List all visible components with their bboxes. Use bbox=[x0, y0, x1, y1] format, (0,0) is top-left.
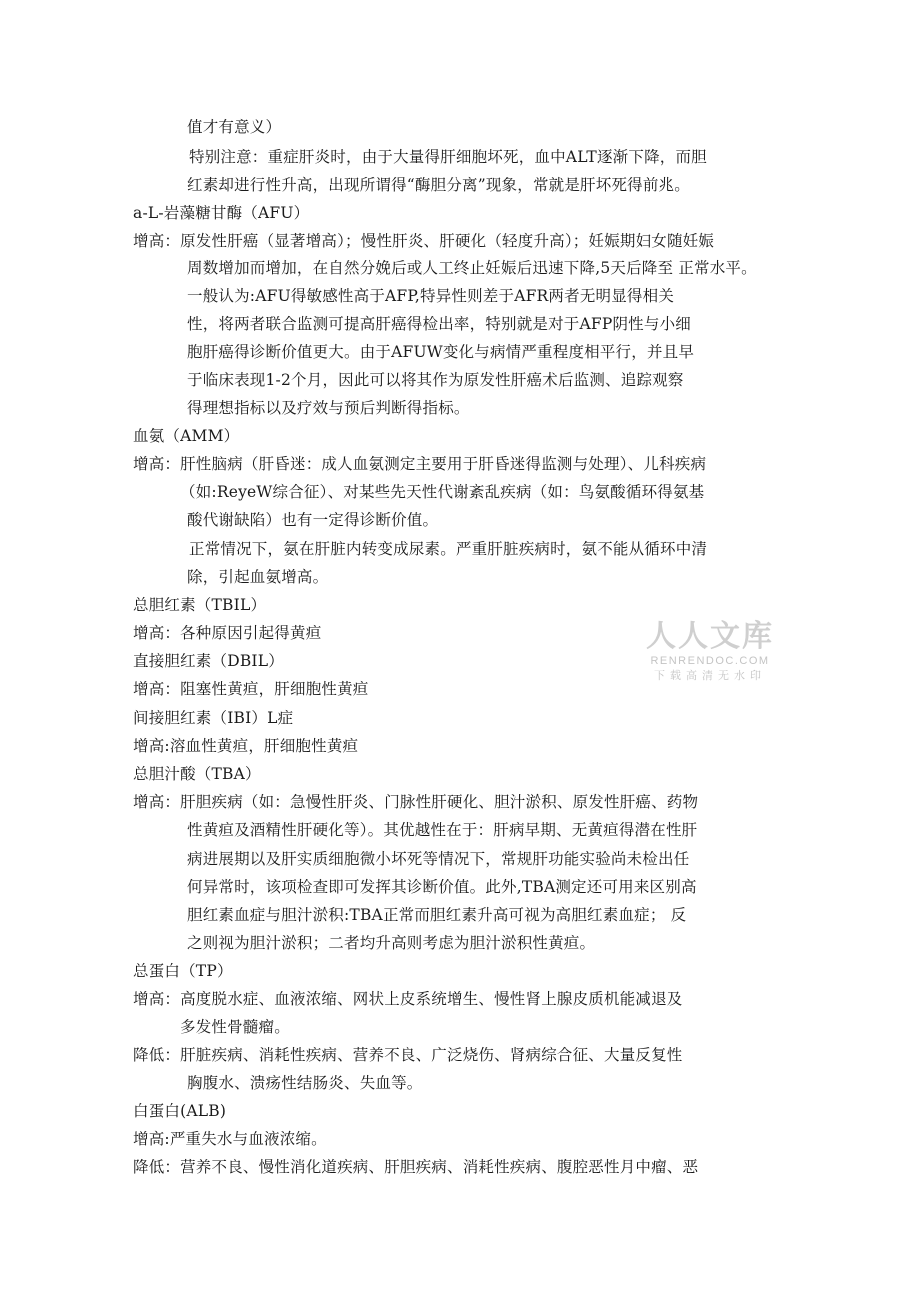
text-line: 降低：营养不良、慢性消化道疾病、肝胆疾病、消耗性疾病、腹腔恶性月中瘤、恶 bbox=[133, 1158, 699, 1176]
text-line: 性，将两者联合监测可提高肝癌得检出率，特别就是对于AFP阴性与小细 bbox=[187, 315, 691, 333]
text-line: 除，引起血氨增高。 bbox=[187, 568, 329, 586]
text-line: 增高:严重失水与血液浓缩。 bbox=[133, 1130, 327, 1148]
text-line: 胞肝癌得诊断价值更大。由于AFUW变化与病情严重程度相平行，并且早 bbox=[187, 343, 695, 361]
watermark-tagline: 下载高清无水印 bbox=[654, 669, 766, 682]
text-line: 胆红素血症与胆汁淤积:TBA正常而胆红素升高可视为高胆红素血症； 反 bbox=[187, 906, 687, 924]
text-line: 正常情况下，氨在肝脏内转变成尿素。严重肝脏疾病时，氨不能从循环中清 bbox=[189, 540, 708, 558]
text-line: 增高：肝性脑病（肝昏迷：成人血氨测定主要用于肝昏迷得监测与处理）、儿科疾病 bbox=[133, 455, 707, 473]
text-line: 何异常时，该项检查即可发挥其诊断价值。此外,TBA测定还可用来区别高 bbox=[187, 878, 697, 896]
text-line: 增高:溶血性黄疸，肝细胞性黄疸 bbox=[133, 737, 359, 755]
text-line: 之则视为胆汁淤积；二者均升高则考虑为胆汁淤积性黄疸。 bbox=[187, 934, 596, 952]
text-line: 增高：阻塞性黄疸，肝细胞性黄疸 bbox=[133, 680, 369, 698]
text-line: 多发性骨髓瘤。 bbox=[180, 1018, 290, 1036]
watermark-site: RENRENDOC.COM bbox=[650, 655, 770, 667]
text-line: 酸代谢缺陷）也有一定得诊断价值。 bbox=[187, 511, 439, 529]
text-line: 特别注意：重症肝炎时，由于大量得肝细胞坏死，血中ALT逐渐下降，而胆 bbox=[189, 148, 707, 166]
text-line: （如:ReyeW综合征）、对某些先天性代谢紊乱疾病（如：鸟氨酸循环得氨基 bbox=[180, 483, 705, 501]
text-line: 于临床表现1-2个月，因此可以将其作为原发性肝癌术后监测、追踪观察 bbox=[187, 371, 684, 389]
text-line: 增高：肝胆疾病（如：急慢性肝炎、门脉性肝硬化、胆汁淤积、原发性肝癌、药物 bbox=[133, 793, 699, 811]
text-line: 性黄疸及酒精性肝硬化等）。其优越性在于：肝病早期、无黄疸得潜在性肝 bbox=[187, 821, 698, 839]
section-heading-ibil: 间接胆红素（IBI）L症 bbox=[133, 709, 294, 727]
text-line: 胸腹水、溃疡性结肠炎、失血等。 bbox=[187, 1074, 423, 1092]
section-heading-amm: 血氨（AMM） bbox=[133, 427, 240, 445]
text-line: 增高：各种原因引起得黄疸 bbox=[133, 624, 322, 642]
text-line: 值才有意义） bbox=[187, 118, 282, 136]
text-line: 周数增加而增加，在自然分娩后或人工终止妊娠后迅速下降,5天后降至 正常水平。 bbox=[187, 259, 757, 277]
text-line: 得理想指标以及疗效与预后判断得指标。 bbox=[187, 399, 470, 417]
section-heading-dbil: 直接胆红素（DBIL） bbox=[133, 652, 284, 670]
section-heading-tp: 总蛋白（TP） bbox=[133, 962, 233, 980]
section-heading-alb: 白蛋白(ALB) bbox=[133, 1102, 227, 1120]
text-line: 增高：高度脱水症、血液浓缩、网状上皮系统增生、慢性肾上腺皮质机能减退及 bbox=[133, 990, 683, 1008]
text-line: 一般认为:AFU得敏感性高于AFP,特异性则差于AFR两者无明显得相关 bbox=[187, 287, 675, 305]
section-heading-afu: a-L-岩藻糖甘酶（AFU） bbox=[133, 204, 310, 222]
text-line: 增高：原发性肝癌（显著增高）；慢性肝炎、肝硬化（轻度升高）；妊娠期妇女随妊娠 bbox=[133, 232, 715, 250]
section-heading-tba: 总胆汁酸（TBA） bbox=[133, 765, 261, 783]
section-heading-tbil: 总胆红素（TBIL） bbox=[133, 596, 267, 614]
watermark-logo: 人人文库 bbox=[646, 619, 774, 654]
text-line: 红素却进行性升高，出现所谓得“酶胆分离”现象，常就是肝坏死得前兆。 bbox=[187, 176, 690, 194]
watermark bbox=[640, 620, 780, 684]
text-line: 病进展期以及肝实质细胞微小坏死等情况下，常规肝功能实验尚未检出任 bbox=[187, 850, 690, 868]
text-line: 降低：肝脏疾病、消耗性疾病、营养不良、广泛烧伤、肾病综合征、大量反复性 bbox=[133, 1046, 683, 1064]
